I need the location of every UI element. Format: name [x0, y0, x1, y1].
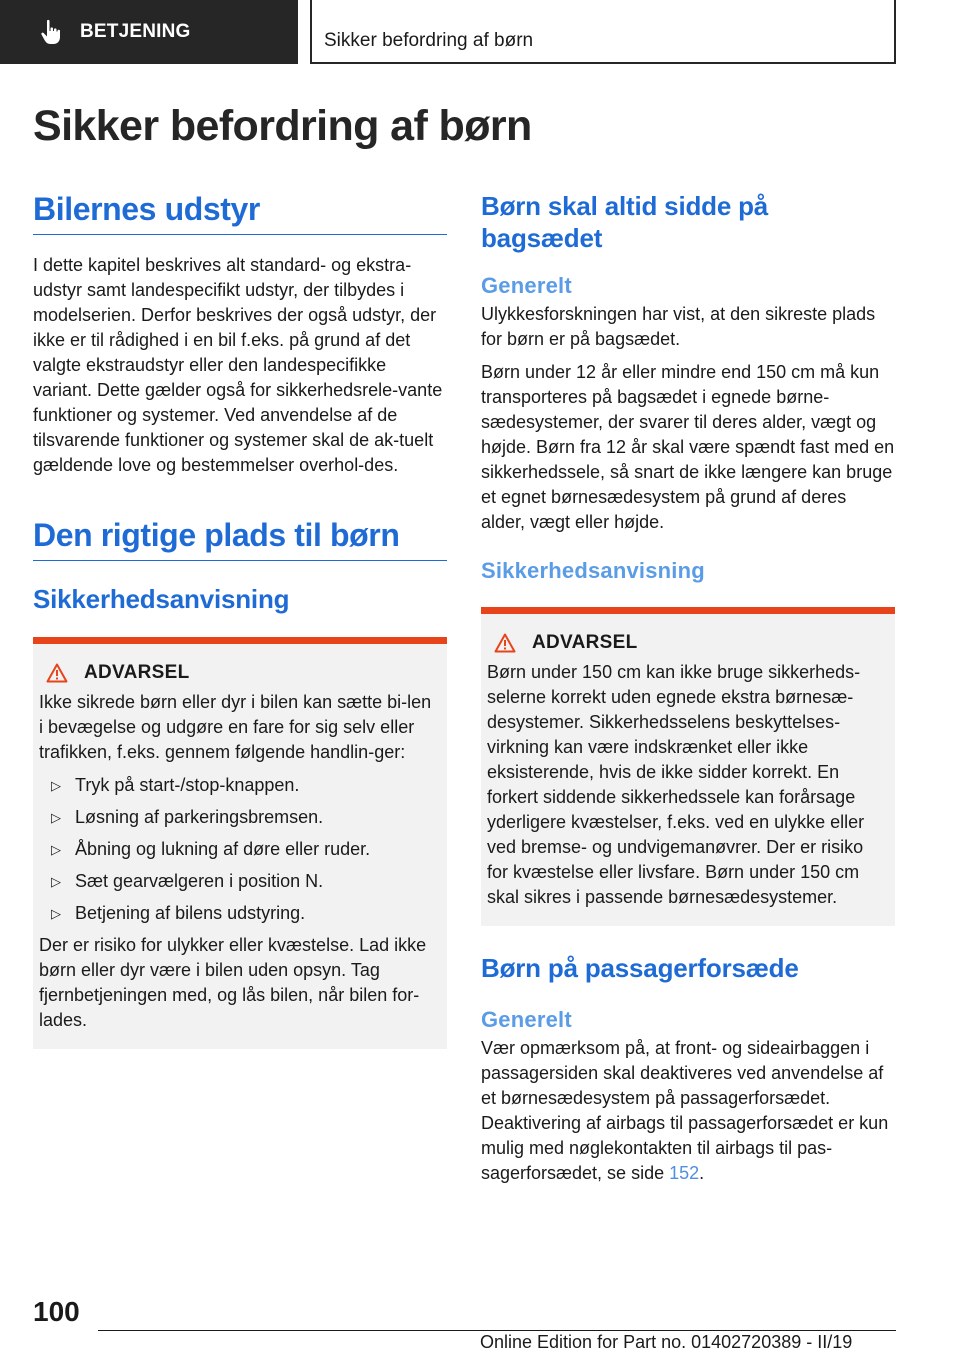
warning-box	[481, 607, 895, 926]
heading-safety-notice: Sikkerhedsanvisning	[33, 584, 290, 614]
heading-safety-notice: Sikkerhedsanvisning	[481, 558, 705, 583]
warning-header	[42, 662, 439, 684]
warning-triangle-icon	[494, 633, 516, 653]
warning-action-list	[39, 773, 439, 926]
heading-front-seat: Børn på passagerforsæde	[481, 953, 799, 983]
hand-pointer-icon	[36, 17, 66, 47]
heading-equipment: Bilernes udstyr	[33, 191, 260, 227]
list-item: ▷ Løsning af parkeringsbremsen.	[39, 805, 439, 830]
warning-header	[490, 632, 887, 654]
warning-outro: Der er risiko for ulykker eller kvæstelse. Lad ikke børn eller dyr være i bilen uden opsyn. Tag fjernbetjeningen med, og lås bilen, når bilen for-lades.	[39, 935, 427, 1030]
list-item: ▷ Betjening af bilens udstyring.	[39, 901, 439, 926]
triangle-bullet-icon: ▷	[51, 874, 61, 889]
triangle-bullet-icon: ▷	[51, 778, 61, 793]
warning-label: ADVARSEL	[84, 662, 190, 683]
right-column	[481, 190, 895, 1186]
header-topic-box	[310, 0, 896, 64]
heading-general: Generelt	[481, 273, 572, 298]
header-section-tab	[0, 0, 298, 64]
heading-backseat: Børn skal altid sidde på bagsædet	[481, 191, 769, 253]
heading-rule	[33, 560, 447, 561]
warning-intro: Ikke sikrede børn eller dyr i bilen kan sætte bi-len i bevægelse og udgøre en fare for sig selv eller trafikken, f.eks. gennem følgende handlin-ger:	[39, 692, 432, 762]
paragraph-front-seat: Vær opmærksom på, at front- og sideairbaggen i passagersiden skal deaktiveres ved anvendelse af et børnesædesystem på passagerforsædet. Deaktivering af airbags til passagerforsædet er kun mulig med nøglekontakten til airbags til pas-sagerforsædet, se side 152.	[481, 1038, 889, 1183]
footer-rule	[98, 1330, 896, 1331]
paragraph-general-2: Børn under 12 år eller mindre end 150 cm må kun transporteres på bagsædet i egnede børne-sædesystemer, der svarer til deres alder, vægt og højde. Børn fra 12 år skal være spændt fast med en sikkerhedssele, så snart de ikke længere kan bruge et egnet børnesædesystem på grund af deres alder, vægt eller højde.	[481, 362, 895, 532]
triangle-bullet-icon: ▷	[51, 842, 61, 857]
warning-label: ADVARSEL	[532, 632, 638, 653]
footer-edition: Online Edition for Part no. 01402720389 - II/19	[480, 1332, 853, 1352]
warning-text: Børn under 150 cm kan ikke bruge sikkerheds-selerne korrekt uden egnede ekstra børnesæ-desystemer. Sikkerhedsselens beskyttelses-virkning kan være indskrænket eller ikke eksisterende, hvis de ikke sidder korrekt. En forkert siddende sikkerhedssele kan forårsage yderligere kvæstelser, f.eks. ved en ulykke eller ved bremse- og undvigemanøvrer. Der er risiko for kvæstelse eller livsfare. Børn under 150 cm skal sikres i passende børnesædesystemer.	[487, 662, 865, 907]
heading-rule	[33, 234, 447, 235]
header-section-label: BETJENING	[80, 21, 191, 42]
header-topic-label: Sikker befordring af børn	[324, 30, 534, 51]
list-item: ▷ Sæt gearvælgeren i position N.	[39, 869, 439, 894]
triangle-bullet-icon: ▷	[51, 810, 61, 825]
list-item: ▷ Tryk på start-/stop-knappen.	[39, 773, 439, 798]
triangle-bullet-icon: ▷	[51, 906, 61, 921]
warning-box	[33, 637, 447, 1049]
heading-general: Generelt	[481, 1007, 572, 1032]
paragraph-general-1: Ulykkesforskningen har vist, at den sikreste plads for børn er på bagsædet.	[481, 304, 876, 349]
list-item: ▷ Åbning og lukning af døre eller ruder.	[39, 837, 439, 862]
left-column	[33, 190, 447, 1049]
paragraph-equipment: I dette kapitel beskrives alt standard- og ekstra-udstyr samt landespecifikt udstyr, der tilbydes i modelserien. Derfor beskrives der også udstyr, der ikke er til rådighed i en bil f.eks. på grund af det valgte ekstraudstyr eller den landespecifikke variant. Dette gælder også for sikkerhedsrele-vante funktioner og systemer. Ved anvendelse af de tilsvarende funktioner og systemer skal de ak-tuelt gældende love og bestemmelser overhol-des.	[33, 255, 443, 475]
warning-triangle-icon	[46, 663, 68, 683]
page-number: 100	[33, 1296, 80, 1327]
page-reference-link[interactable]: 152	[669, 1163, 700, 1183]
page-title: Sikker befordring af børn	[33, 102, 532, 150]
heading-child-place: Den rigtige plads til børn	[33, 517, 400, 553]
